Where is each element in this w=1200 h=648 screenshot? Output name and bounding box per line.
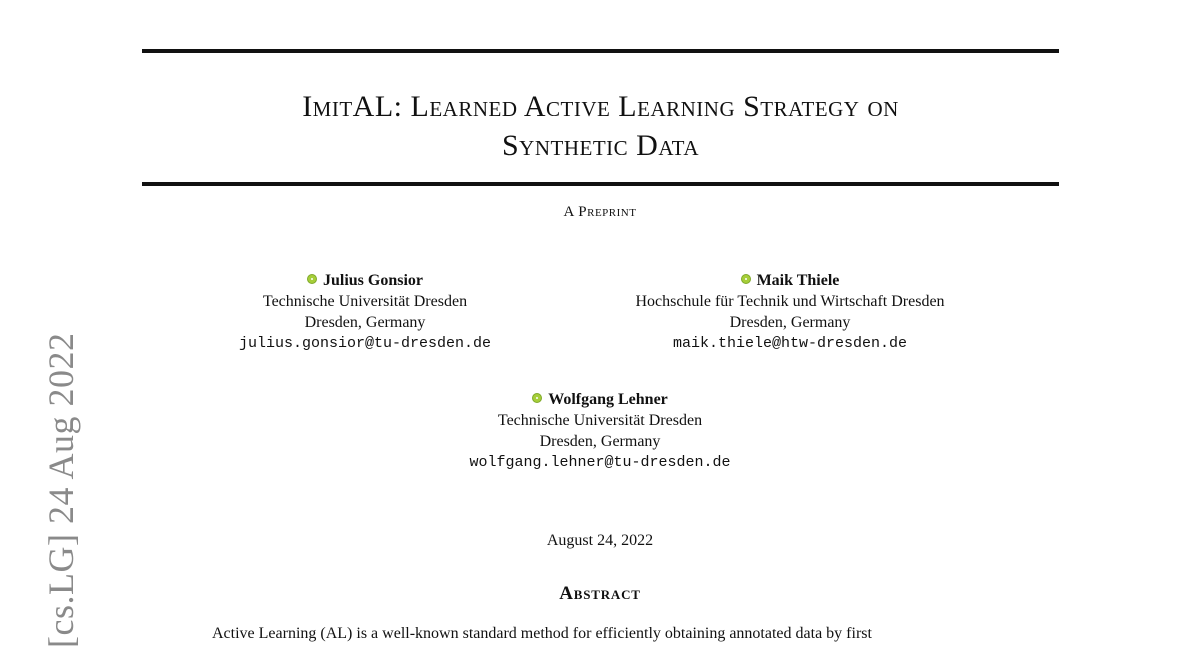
paper-title-line-2: Synthetic Data — [502, 129, 699, 162]
orcid-icon[interactable] — [741, 274, 751, 284]
author-location: Dresden, Germany — [304, 314, 426, 331]
author-block-1 — [155, 270, 575, 354]
top-rule — [142, 49, 1059, 53]
author-name: Wolfgang Lehner — [548, 391, 668, 408]
author-email[interactable]: maik.thiele@htw-dresden.de — [672, 335, 908, 352]
author-affiliation: Technische Universität Dresden — [262, 293, 468, 310]
author-name: Maik Thiele — [756, 272, 840, 289]
arxiv-sidebar — [20, 300, 80, 648]
abstract-text: Active Learning (AL) is a well-known standard method for efficiently obtaining annotated data by first — [212, 625, 872, 642]
abstract-heading: Abstract — [559, 583, 641, 604]
preprint-label: A Preprint — [563, 204, 637, 220]
author-block-2 — [580, 270, 1000, 354]
author-email[interactable]: wolfgang.lehner@tu-dresden.de — [469, 454, 731, 471]
orcid-icon[interactable] — [532, 393, 542, 403]
author-block-3 — [390, 389, 810, 473]
author-affiliation: Hochschule für Technik und Wirtschaft Dresden — [635, 293, 945, 310]
paper-date: August 24, 2022 — [546, 532, 654, 549]
author-email[interactable]: julius.gonsior@tu-dresden.de — [238, 335, 492, 352]
paper-title-line-1: ImitAL: Learned Active Learning Strategy on — [302, 90, 899, 123]
author-name: Julius Gonsior — [322, 272, 424, 289]
arxiv-stamp: [cs.LG] 24 Aug 2022 — [41, 332, 81, 648]
author-affiliation: Technische Universität Dresden — [497, 412, 703, 429]
orcid-icon[interactable] — [307, 274, 317, 284]
author-location: Dresden, Germany — [539, 433, 661, 450]
bottom-rule — [142, 182, 1059, 186]
author-location: Dresden, Germany — [729, 314, 851, 331]
